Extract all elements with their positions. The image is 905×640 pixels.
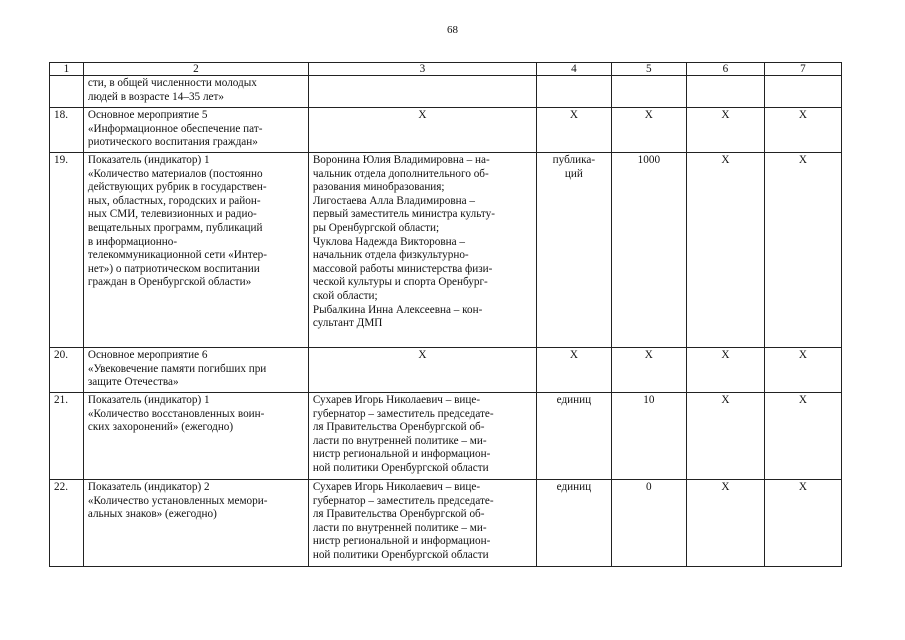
- row-unit: Х: [536, 108, 611, 153]
- row-responsible: Х: [308, 348, 536, 393]
- row-name: Основное мероприятие 5 «Информационное обеспечение пат- риотического воспитания граждан»: [83, 108, 308, 153]
- table-row: [50, 348, 842, 393]
- row-value-6: Х: [686, 153, 764, 348]
- row-value-5: Х: [611, 348, 686, 393]
- row-value-6: Х: [686, 393, 764, 480]
- row-value-5: Х: [611, 108, 686, 153]
- row-name: Показатель (индикатор) 1 «Количество материалов (постоянно действующих рубрик в государствен- ных, областных, городских и район- ных СМИ, телевизионных и радио- вещательных программ, публикаций в информационно- телекоммуникационной сети «Интер- нет») о патриотическом воспитании граждан в Оренбургской области»: [83, 153, 308, 348]
- row-value-7: Х: [764, 348, 841, 393]
- row-responsible: Х: [308, 108, 536, 153]
- row-value-5: 10: [611, 393, 686, 480]
- measures-table: [49, 62, 842, 567]
- page-number: 68: [447, 24, 458, 36]
- row-value-7: Х: [764, 480, 841, 567]
- table-row: [50, 393, 842, 480]
- row-value-6: Х: [686, 108, 764, 153]
- row-unit: публика- ций: [536, 153, 611, 348]
- row-value-7: [764, 76, 841, 108]
- column-header-responsible: 3: [308, 63, 536, 76]
- table-row: [50, 108, 842, 153]
- column-header-unit: 4: [536, 63, 611, 76]
- row-unit: Х: [536, 348, 611, 393]
- row-responsible: [308, 76, 536, 108]
- column-header-6: 6: [686, 63, 764, 76]
- row-unit: единиц: [536, 480, 611, 567]
- row-value-7: Х: [764, 153, 841, 348]
- row-responsible: Сухарев Игорь Николаевич – вице- губернатор – заместитель председате- ля Правительства Оренбургской об- ласти по внутренней политике – ми- нистр региональной и информацион- ной политики Оренбургской области: [308, 393, 536, 480]
- column-header-5: 5: [611, 63, 686, 76]
- row-number: [50, 76, 84, 108]
- row-name: Основное мероприятие 6 «Увековечение памяти погибших при защите Отечества»: [83, 348, 308, 393]
- row-number: 18.: [50, 108, 84, 153]
- row-value-6: Х: [686, 348, 764, 393]
- row-name: сти, в общей численности молодых людей в возрасте 14–35 лет»: [83, 76, 308, 108]
- row-value-6: Х: [686, 480, 764, 567]
- table-row: [50, 153, 842, 348]
- row-value-5: 1000: [611, 153, 686, 348]
- row-number: 20.: [50, 348, 84, 393]
- row-value-7: Х: [764, 108, 841, 153]
- row-unit: единиц: [536, 393, 611, 480]
- column-header-7: 7: [764, 63, 841, 76]
- row-number: 22.: [50, 480, 84, 567]
- row-unit: [536, 76, 611, 108]
- column-header-number: 1: [50, 63, 84, 76]
- table-row: [50, 76, 842, 108]
- row-name: Показатель (индикатор) 2 «Количество установленных мемори- альных знаков» (ежегодно): [83, 480, 308, 567]
- row-value-7: Х: [764, 393, 841, 480]
- row-name: Показатель (индикатор) 1 «Количество восстановленных воин- ских захоронений» (ежегодно): [83, 393, 308, 480]
- table-row: [50, 480, 842, 567]
- row-value-5: [611, 76, 686, 108]
- column-header-name: 2: [83, 63, 308, 76]
- row-value-5: 0: [611, 480, 686, 567]
- table-header-row: [50, 63, 842, 76]
- row-number: 21.: [50, 393, 84, 480]
- row-number: 19.: [50, 153, 84, 348]
- row-value-6: [686, 76, 764, 108]
- row-responsible: Воронина Юлия Владимировна – на- чальник отдела дополнительного об- разования минобразования; Лигостаева Алла Владимировна – первый заместитель министра культу- ры Оренбургской области; Чуклова Надежда Викторовна – начальник отдела физкультурно- массовой работы министерства физи- ческой культуры и спорта Оренбург- ской области; Рыбалкина Инна Алексеевна – кон- сультант ДМП: [308, 153, 536, 348]
- row-responsible: Сухарев Игорь Николаевич – вице- губернатор – заместитель председате- ля Правительства Оренбургской об- ласти по внутренней политике – ми- нистр региональной и информацион- ной политики Оренбургской области: [308, 480, 536, 567]
